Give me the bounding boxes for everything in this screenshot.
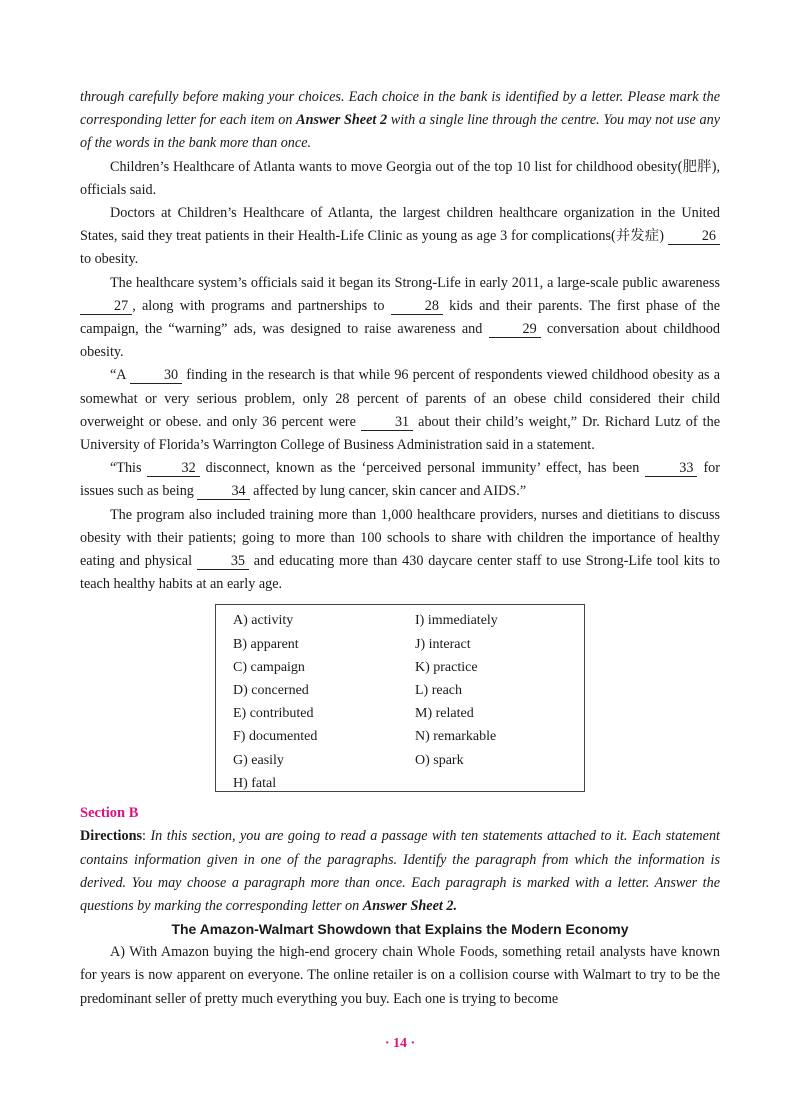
blank-30: 30 [130,368,182,384]
p4-text-c: about their child’s weight,” Dr. Richard Lutz of the University of Florida’s Warrington College of Business Administration said in a statement. [80,413,720,454]
word-option: G) easily [233,752,284,768]
passage-paragraph-4 [80,364,720,457]
p6-text-b: and educating more than 430 daycare center staff to use Strong-Life tool kits to teach healthy habits at an early age. [80,553,720,593]
passage-paragraph-3 [80,272,720,365]
word-option: K) practice [415,659,478,675]
word-option: N) remarkable [415,729,497,745]
word-option: A) activity [233,613,294,629]
directions-a-line1: through carefully before making your choices. Each choice in the bank is identified by a letter. [80,89,624,105]
p3-text-a: The healthcare system’s officials said it began its Strong-Life in early 2011, a large-scale public awareness [110,274,720,291]
passage-paragraph-5 [80,457,720,503]
p5-text-b: disconnect, known as the ‘perceived personal immunity’ effect, has been [199,460,646,477]
p5-text-a: “This [110,460,148,477]
blank-32: 32 [147,461,199,477]
word-option: I) immediately [415,613,498,629]
p3-text-d: conversation about childhood obesity. [80,321,720,361]
p2-text-b: to obesity. [80,251,139,268]
content [80,86,720,1011]
blank-34: 34 [197,484,249,500]
p2-text-a: Doctors at Children’s Healthcare of Atlanta, the largest children healthcare organization in the United States, said they treat patients in their Health-Life Clinic as young as age 3 for complications(并发症) [80,205,720,245]
p3-text-c: kids and their parents. The first phase of the campaign, the “warning” ads, was designed to raise awareness and [80,297,720,338]
passage-paragraph-2 [80,202,720,272]
paragraph-a: A) With Amazon buying the high-end grocery chain Whole Foods, something retail analysts have known for years is now apparent on everyone. The online retailer is on a collision course with Walmart to try to be the predominant seller of pretty much everything you buy. Each one is trying to become [80,944,720,1007]
directions-b [80,825,720,918]
passage-paragraph-1: Children’s Healthcare of Atlanta wants to move Georgia out of the top 10 list for childhood obesity(肥胖), officials said. [80,158,720,198]
blank-27: 27 [80,299,132,315]
word-option: E) contributed [233,706,314,722]
directions-label: Directions [80,828,142,845]
directions-a-line2a: Please mark the corresponding letter for each item on [80,89,720,129]
word-bank [215,604,585,792]
passage-title: The Amazon-Walmart Showdown that Explains the Modern Economy [171,921,629,938]
section-b-heading: Section B [80,805,139,822]
answer-sheet-ref-b: Answer Sheet 2. [362,898,458,915]
blank-29: 29 [489,322,541,338]
answer-sheet-ref: Answer Sheet 2 [296,112,388,129]
word-option: F) documented [233,729,318,745]
directions-colon: : [142,828,151,845]
p5-text-c: for issues such as being [80,460,720,500]
blank-31: 31 [361,415,413,431]
p5-text-d: affected by lung cancer, skin cancer and AIDS.” [249,483,527,500]
p4-text-a: “A [110,367,130,384]
blank-28: 28 [391,299,443,315]
word-bank-right-column [415,609,498,771]
blank-33: 33 [645,461,697,477]
blank-26: 26 [668,229,720,245]
directions-a-line2b: with a single line through the centre. You may not use any of the words in the bank more than once. [80,112,721,152]
word-option: H) fatal [233,775,277,791]
directions-b-text: In this section, you are going to read a passage with ten statements attached to it. Each statement contains information given in one of the paragraphs. Identify the paragraph from which the information is derived. You may choose a paragraph more than once. Each paragraph is marked with a letter. Answer the questions by marking the corresponding letter on [80,828,720,915]
p3-text-b: , along with programs and partnerships to [132,297,391,314]
word-option: C) campaign [233,659,305,675]
directions-a [80,86,720,156]
p4-text-b: finding in the research is that while 96 percent of respondents viewed childhood obesity as a somewhat or very serious problem, only 28 percent of parents of an obese child considered their child overweight or obese. and only 36 percent were [80,367,720,430]
word-option: L) reach [415,683,463,699]
blank-35: 35 [197,554,249,570]
word-option: J) interact [415,636,471,652]
word-bank-left-column [233,609,317,795]
page-number: · 14 · [384,1036,416,1051]
passage-paragraph-6 [80,504,720,597]
word-option: M) related [415,706,474,722]
p6-text-a: The program also included training more than 1,000 healthcare providers, nurses and dietitians to discuss obesity with their patients; going to more than 100 schools to share with children the importance of healthy eating and physical [80,506,720,570]
word-option: O) spark [415,752,464,768]
word-option: B) apparent [233,636,299,652]
word-option: D) concerned [233,683,309,699]
